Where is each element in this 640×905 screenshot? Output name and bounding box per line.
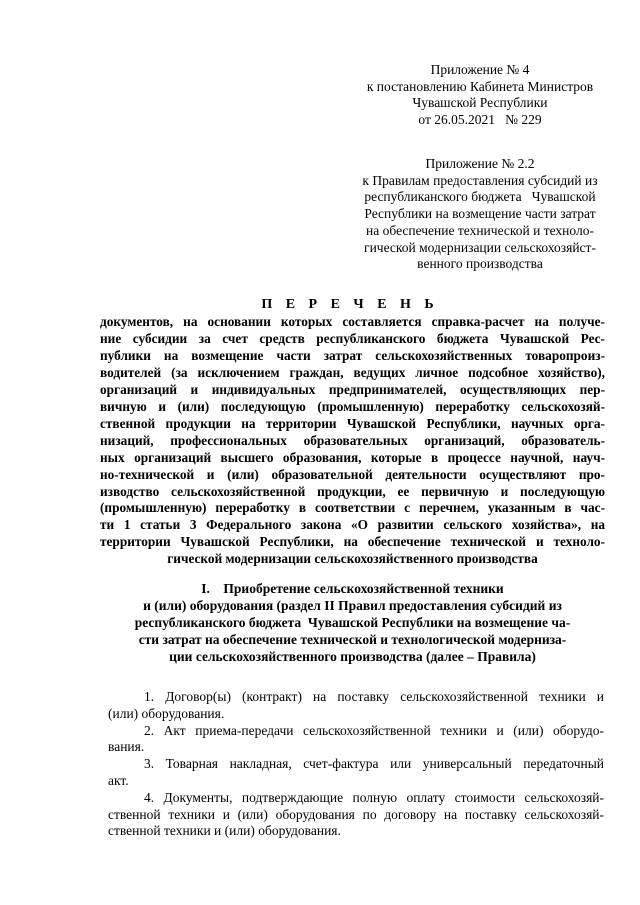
- list-item: [108, 756, 604, 790]
- list-item-line: ственной техники и (или) оборудования.: [108, 823, 341, 839]
- list-item-line: 1. Договор(ы) (контракт) на поставку сельскохозяйственной техники и: [144, 689, 604, 704]
- perechen-line: документов, на основании которых составляется справка-расчет на получе-: [100, 314, 605, 329]
- appendix-2-2-line: республиканского бюджета Чувашской: [364, 189, 596, 205]
- appendix-2-2-line: на обеспечение технической и техноло-: [366, 222, 594, 238]
- list-item-line: (или) оборудования.: [108, 705, 225, 721]
- appendix-2-2-line: Республики на возмещение части затрат: [364, 206, 596, 222]
- perechen-line: гической модернизации сельскохозяйственного производства: [167, 551, 538, 567]
- section-line: и (или) оборудования (раздел II Правил предоставления субсидий из: [143, 598, 562, 614]
- appendix-4-line: Чувашской Республики: [412, 95, 548, 111]
- appendix-4-line: от 26.05.2021 № 229: [418, 112, 542, 128]
- appendix-2-2-header: [330, 156, 630, 273]
- perechen-line: публики на возмещение части затрат сельскохозяйственных товаропроиз-: [100, 347, 605, 363]
- list-item-line: 3. Товарная накладная, счет-фактура или универсальный передаточный: [144, 756, 604, 772]
- perechen-line: изводство сельскохозяйственной продукции, ее первичную и последующую: [100, 483, 605, 499]
- perechen-line: ти 1 статьи 3 Федерального закона «О развитии сельского хозяйства», на: [100, 517, 605, 533]
- perechen-line: ние субсидии за счет средств республиканского бюджета Чувашской Рес-: [100, 330, 605, 346]
- document-title: П Е Р Е Ч Е Н Ь: [261, 297, 439, 312]
- appendix-2-2-line: Приложение № 2.2: [425, 156, 535, 171]
- perechen-line: но-технической и (или) образовательной деятельности осуществляют про-: [100, 466, 605, 482]
- section-line: I. Приобретение сельскохозяйственной техники: [201, 581, 504, 596]
- section-line: республиканского бюджета Чувашской Республики на возмещение ча-: [134, 615, 571, 631]
- perechen-line: ных организаций высшего образования, которые в процессе научной, науч-: [100, 449, 605, 465]
- section-line: сти затрат на обеспечение технической и технологической модерниза-: [138, 632, 567, 648]
- appendix-4-line: Приложение № 4: [430, 62, 530, 77]
- appendix-2-2-line: гической модернизации сельскохозяйст-: [364, 239, 596, 255]
- list-item: [108, 689, 604, 723]
- perechen-line: ственной продукции на территории Чувашской Республики, научных орга-: [100, 415, 605, 431]
- list-item-line: 2. Акт приема-передачи сельскохозяйственной техники и (или) оборудо-: [144, 722, 604, 738]
- section-line: ции сельскохозяйственного производства (далее – Правила): [169, 649, 536, 665]
- perechen-line: организаций и индивидуальных предпринимателей, осуществляющих пер-: [100, 381, 605, 397]
- perechen-line: (промышленную) переработку в соответствии с перечнем, указанным в час-: [100, 500, 605, 516]
- perechen-line: водителей (за исключением граждан, ведущих личное подсобное хозяйство),: [100, 364, 605, 380]
- list-item: [108, 790, 604, 840]
- appendix-2-2-line: венного производства: [417, 256, 543, 272]
- perechen-description: [100, 314, 605, 568]
- list-item-line: вания.: [108, 739, 145, 755]
- list-item-line: акт.: [108, 772, 129, 788]
- list-item: [108, 723, 604, 757]
- perechen-line: территории Чувашской Республики, на обеспечение технической и техноло-: [100, 534, 605, 550]
- section-I-heading: [100, 580, 605, 665]
- appendix-4-header: [340, 62, 620, 129]
- perechen-line: низаций, профессиональных образовательных организаций, образователь-: [100, 432, 605, 448]
- list-item-line: 4. Документы, подтверждающие полную оплату стоимости сельскохозяй-: [144, 789, 604, 805]
- appendix-4-line: к постановлению Кабинета Министров: [366, 78, 594, 94]
- list-item-line: ственной техники и (или) оборудования по договору на поставку сельскохозяй-: [108, 806, 604, 822]
- appendix-2-2-line: к Правилам предоставления субсидий из: [362, 172, 598, 188]
- perechen-line: вичную и (или) последующую (промышленную) переработку сельскохозяй-: [100, 398, 605, 414]
- document-items-list: [108, 689, 604, 840]
